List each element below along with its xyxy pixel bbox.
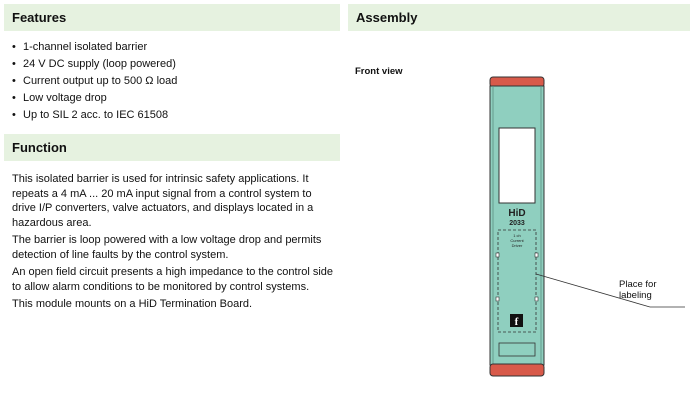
function-paragraph: This module mounts on a HiD Termination Board.	[12, 298, 253, 310]
features-list	[4, 39, 177, 124]
features-heading: Features	[4, 4, 340, 31]
list-item: • 1-channel isolated barrier	[12, 41, 148, 53]
module-brand-text: HiD	[508, 208, 526, 219]
module-front-view-drawing	[480, 75, 690, 385]
assembly-heading: Assembly	[348, 4, 690, 31]
function-paragraph: This isolated barrier is used for intrinsic safety applications. It repeats a 4 mA ... 20 mA input signal from a control system to drive I/P converters, valve actuators, and displays located in a hazardous area.	[12, 173, 314, 229]
module-window	[499, 128, 535, 203]
front-view-label: Front view	[355, 66, 403, 77]
function-text	[12, 172, 336, 315]
place-for-labeling-label: Place for labeling	[619, 279, 657, 301]
list-item: • Current output up to 500 Ω load	[12, 75, 178, 87]
list-item: • Up to SIL 2 acc. to IEC 61508	[12, 109, 169, 121]
list-item: • 24 V DC supply (loop powered)	[12, 58, 176, 70]
list-item: • Low voltage drop	[12, 92, 107, 104]
module-bottom-cap	[490, 364, 544, 376]
module-desc-line: 1 ch	[513, 233, 521, 238]
module-bottom-slot	[499, 343, 535, 356]
function-heading: Function	[4, 134, 340, 161]
module-model-text: 2033	[509, 220, 525, 227]
function-paragraph: The barrier is loop powered with a low voltage drop and permits detection of line faults by the control system.	[12, 234, 322, 261]
module-desc-line: Driver	[511, 243, 523, 248]
module-desc-line: Current	[510, 238, 524, 243]
logo-glyph: f	[514, 316, 519, 328]
function-paragraph: An open field circuit presents a high impedance to the control side to allow alarm conditions to be monitored by control systems.	[12, 266, 334, 293]
